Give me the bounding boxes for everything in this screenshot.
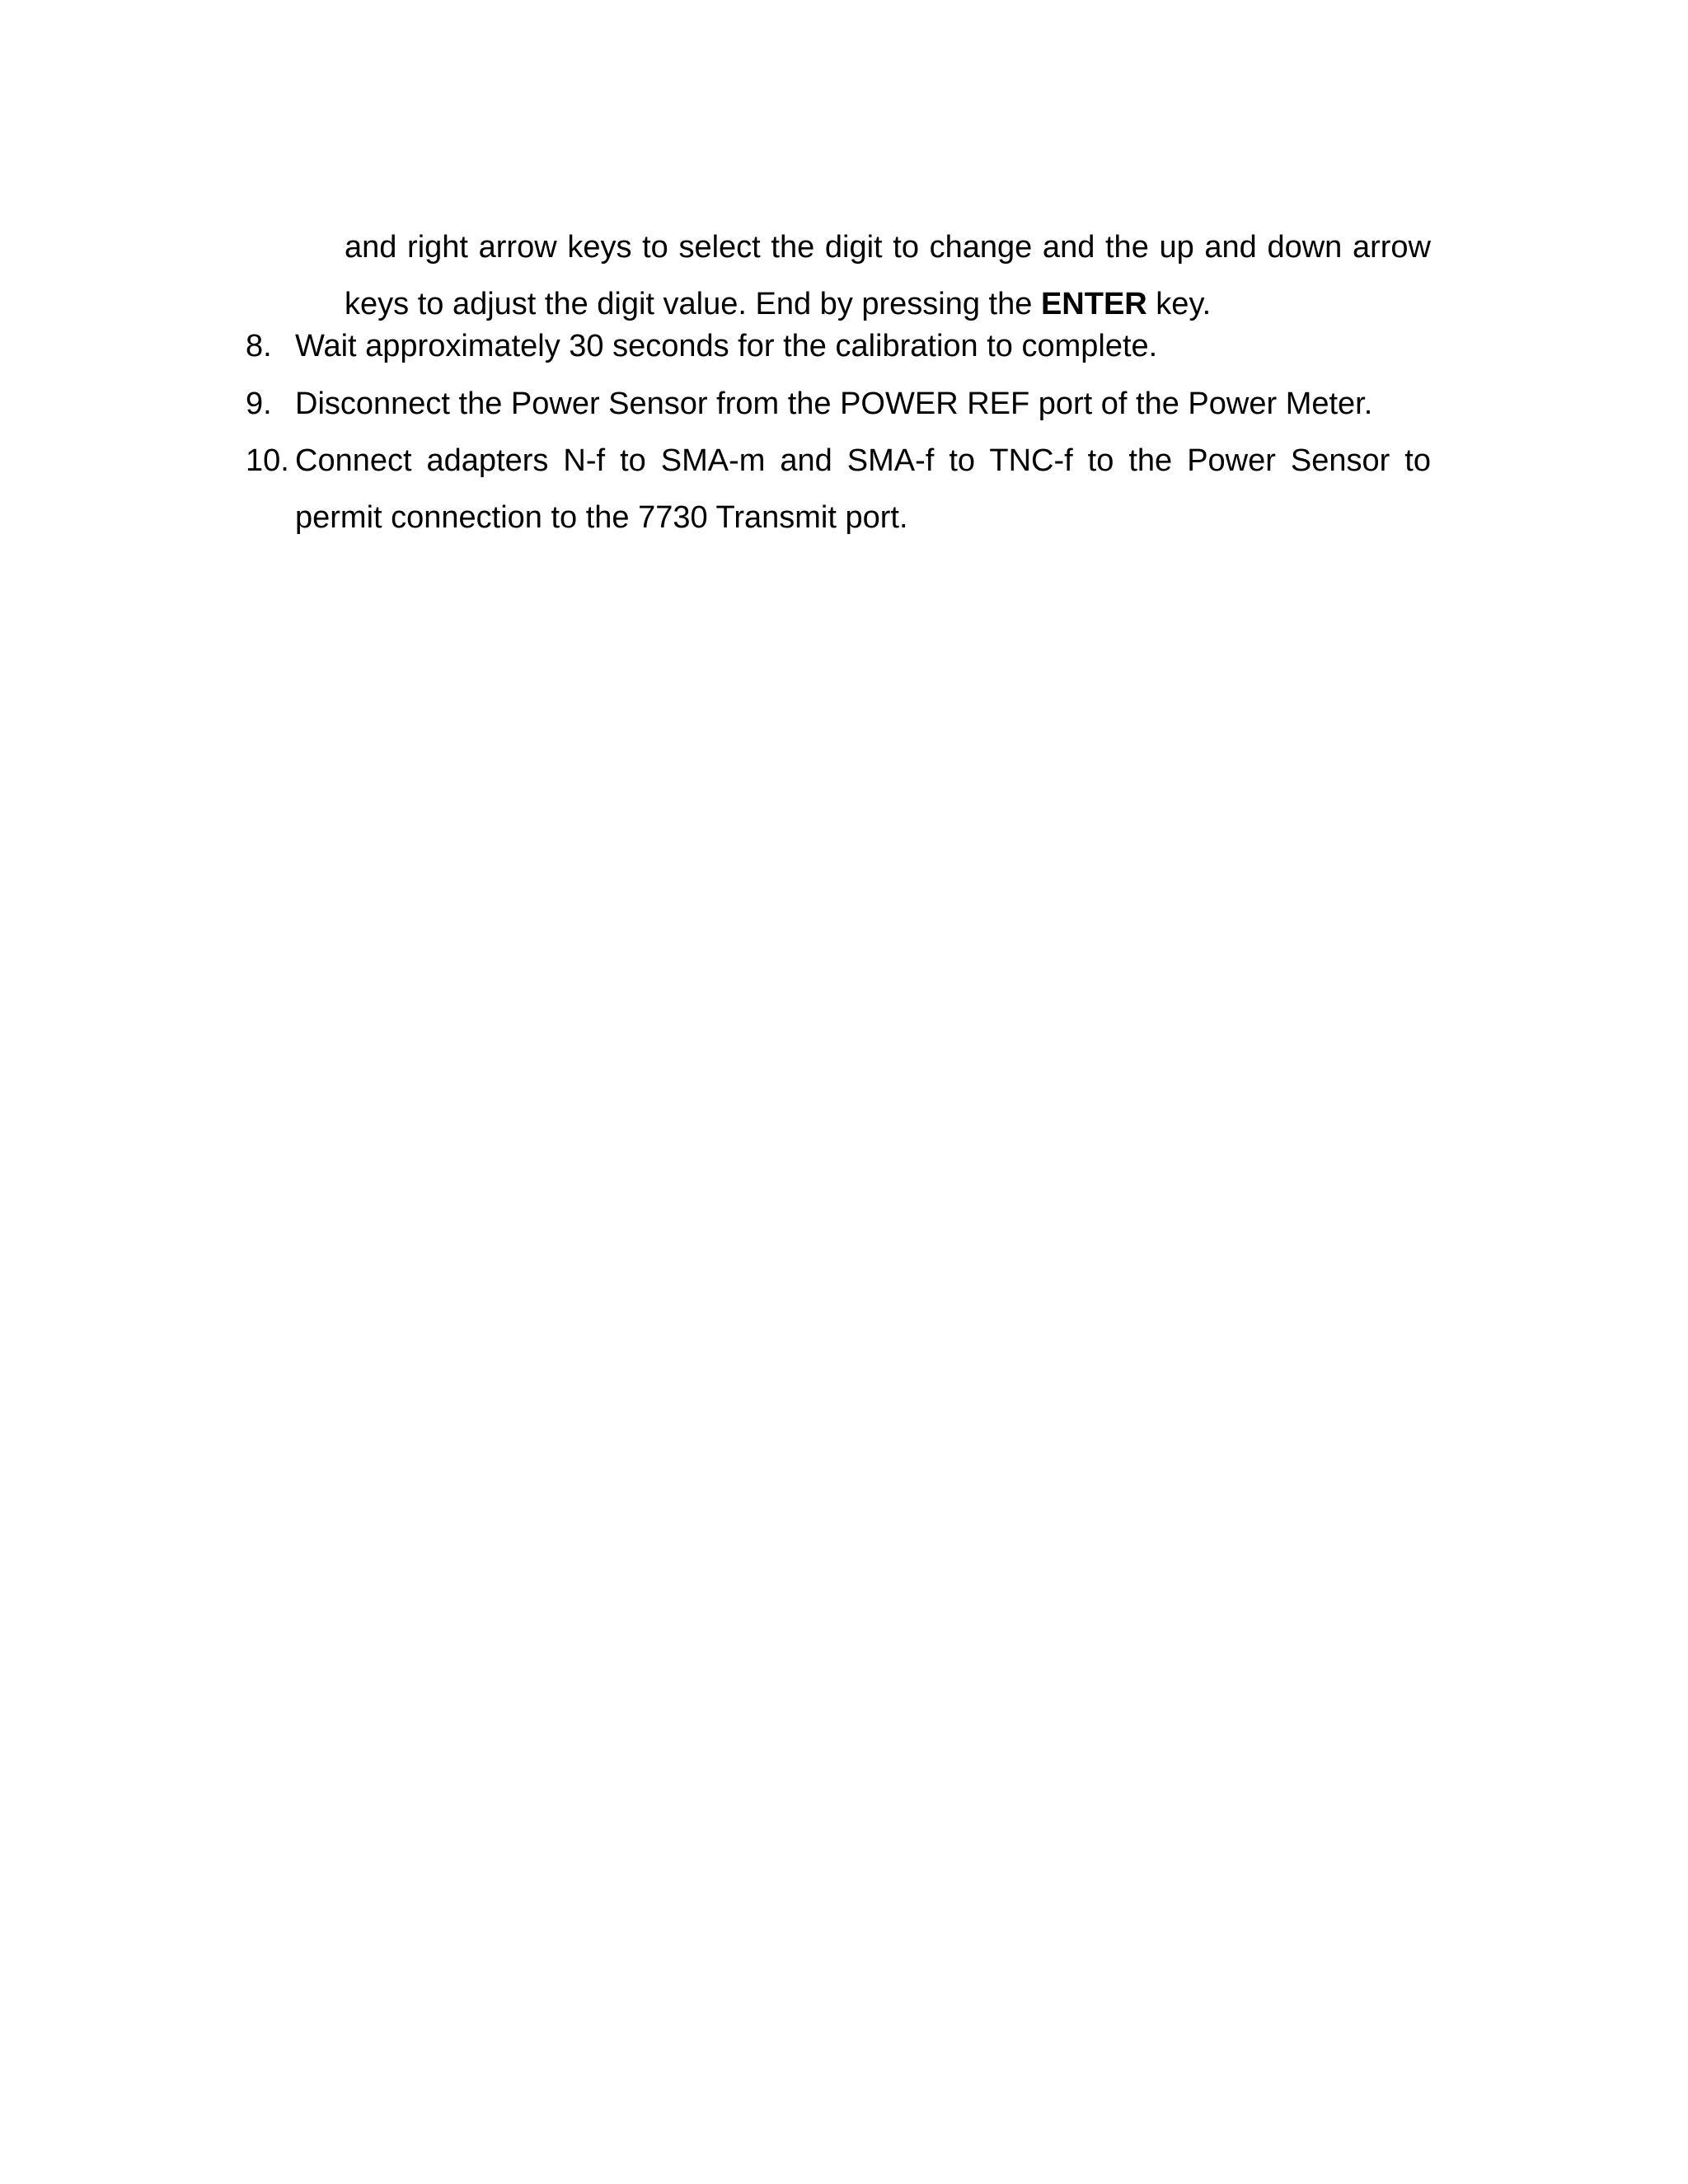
step-text: Wait approximately 30 seconds for the calibration to complete. <box>295 329 1158 363</box>
step-9 <box>246 376 1431 433</box>
step-number: 10. <box>246 443 289 478</box>
step-number: 9. <box>246 387 272 421</box>
enter-key-label: ENTER <box>1040 287 1147 321</box>
step-text: Disconnect the Power Sensor from the POWER REF port of the Power Meter. <box>295 387 1373 421</box>
step-text: Connect adapters N-f to SMA-m and SMA-f to TNC-f to the Power Sensor to permit connection to the 7730 Transmit port. <box>295 443 1431 535</box>
continued-text-after-bold: key. <box>1146 287 1212 321</box>
continued-text-before-bold: and right arrow keys to select the digit to change and the up and down arrow keys to adjust the digit value. End by pressing the <box>345 230 1431 321</box>
procedure-steps <box>246 318 1431 546</box>
step-10 <box>246 433 1431 546</box>
step-number: 8. <box>246 329 272 363</box>
step-8 <box>246 318 1431 375</box>
continued-step-text <box>345 219 1431 333</box>
